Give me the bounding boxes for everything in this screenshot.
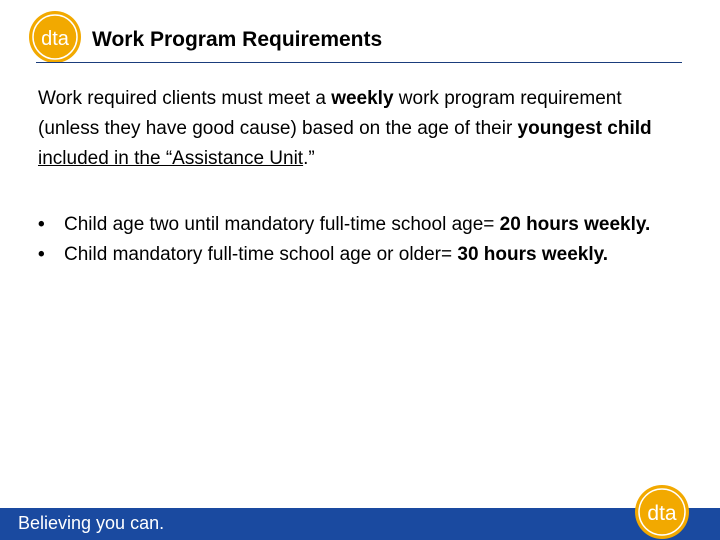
bullet-icon: • — [38, 244, 45, 265]
footer-bar — [0, 508, 720, 540]
intro-text-4: .” — [303, 148, 315, 169]
footer-tagline: Believing you can. — [18, 513, 165, 533]
intro-bold-youngest-child: youngest child — [517, 118, 652, 139]
intro-text-1: Work required clients must meet a — [38, 88, 332, 109]
title-divider — [36, 62, 682, 63]
intro-bold-weekly: weekly — [331, 88, 394, 109]
slide-body — [38, 84, 678, 270]
bullet-text: Child age two until mandatory full-time school age= — [64, 214, 500, 235]
list-item — [38, 210, 678, 240]
intro-underlined-assistance-unit: included in the “Assistance Unit — [38, 148, 304, 169]
bullet-text: Child mandatory full-time school age or older= — [64, 244, 458, 265]
requirements-list — [38, 210, 678, 270]
bullet-hours: 20 hours weekly. — [499, 214, 651, 235]
logo-text-footer: dta — [647, 502, 677, 525]
bullet-hours: 30 hours weekly. — [457, 244, 609, 265]
intro-text-2: work program requirement (unless they have good cause) based on the age of their — [38, 88, 622, 139]
logo-text: dta — [41, 28, 69, 50]
bullet-icon: • — [38, 214, 45, 235]
dta-logo-footer — [634, 484, 690, 540]
dta-logo — [28, 10, 82, 64]
intro-paragraph — [38, 84, 678, 174]
list-item — [38, 240, 678, 270]
page-title: Work Program Requirements — [92, 28, 383, 51]
